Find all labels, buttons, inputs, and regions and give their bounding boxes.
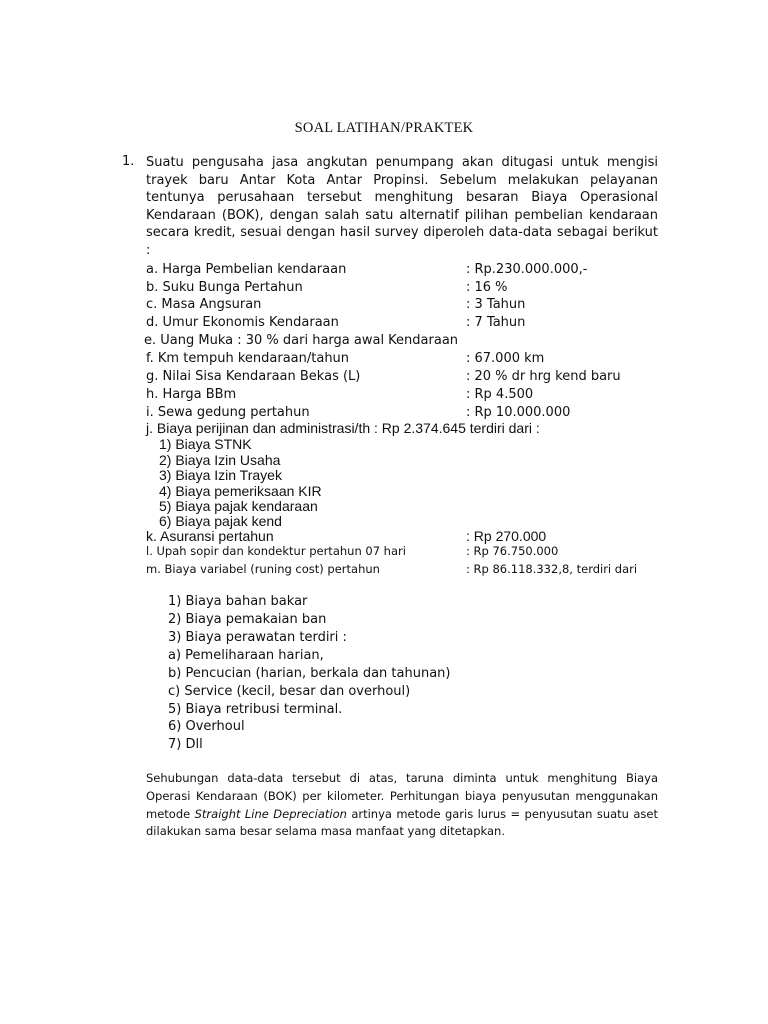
item-label: k. Asuransi pertahun	[146, 528, 274, 544]
item-value: : 20 % dr hrg kend baru	[466, 369, 621, 384]
item-label: g. Nilai Sisa Kendaraan Bekas (L)	[146, 369, 361, 384]
item-label: a. Harga Pembelian kendaraan	[146, 262, 347, 277]
question-number: 1.	[122, 154, 135, 169]
item-value: : 67.000 km	[466, 351, 545, 366]
item-label: e. Uang Muka : 30 % dari harga awal Kendaraan	[144, 333, 459, 348]
item-label: l. Upah sopir dan kondektur pertahun 07 hari	[146, 544, 406, 558]
item-label: b. Suku Bunga Pertahun	[146, 280, 303, 295]
item-value: : Rp.230.000.000,-	[466, 262, 588, 277]
closing-paragraph: Sehubungan data-data tersebut di atas, taruna diminta untuk menghitung Biaya Operasi Kendaraan (BOK) per kilometer. Perhitungan biaya penyusutan menggunakan metode Straight Line Depreciation artinya metode garis lurus = penyusutan suatu aset dilakukan sama besar selama masa manfaat yang ditetapkan.	[146, 771, 658, 839]
item-label: d. Umur Ekonomis Kendaraan	[146, 315, 339, 330]
item-value: : 16 %	[466, 280, 508, 295]
document-page: SOAL LATIHAN/PRAKTEK 1. Suatu pengusaha jasa angkutan penumpang akan ditugasi untuk mengisi trayek baru Antar Kota Antar Propinsi. Sebelum melakukan pelayanan tentunya perusahaan tersebut menghitung besaran Biaya Operasional Kendaraan (BOK), dengan salah satu alternatif pilihan pembelian kendaraan secara kredit, sesuai dengan hasil survey diperoleh data-data sebagai berikut : a. Harga Pembelian kendaraan : Rp.230.000.000,- b. Suku Bunga Pertahun : 16 % c. Masa Angsuran : 3 Tahun d. Umur Ekonomis Kendaraan : 7 Tahun e. Uang Muka : 30 % dari harga awal Kendaraan f. Km tempuh kendaraan/tahun : 67.000 km g. Nilai Sisa Kendaraan Bekas (L) : 20 % dr hrg kend baru h. Harga BBm : Rp 4.500 i. Sewa gedung pertahun : Rp 10.000.000 j. Biaya perijinan dan administrasi/th : Rp 2.374.645 terdiri dari : 1) Biaya STNK 2) Biaya Izin Usaha 3) Biaya Izin Trayek 4) Biaya pemeriksaan KIR 5) Biaya pajak kendaraan 6) Biaya pajak kend k. Asuransi pertahun : Rp 270.000 l. Upah sopir dan kondektur pertahun 07 hari : Rp 76.750.000 m. Biaya variabel (runing cost) pertahun : Rp 86.118.332,8, terdiri dari 1) Biaya bahan bakar 2) Biaya pemakaian ban 3) Biaya perawatan terdiri : a) Pemeliharaan harian, b) Pencucian (harian, berkala dan tahunan) c) Service (kecil, besar dan overhoul) 5) Biaya retribusi terminal. 6) Overhoul 7) Dll Sehubungan data-data tersebut di atas, taruna diminta untuk menghitung Biaya Operasi Kendaraan (BOK) per kilometer. Perhitungan biaya penyusutan menggunakan metode Straight Line Depreciation artinya metode garis lurus = penyusutan suatu aset dilakukan sama besar selama masa manfaat yang ditetapkan.	[0, 0, 768, 1024]
item-value: : 3 Tahun	[466, 297, 526, 312]
item-label: m. Biaya variabel (runing cost) pertahun	[146, 562, 380, 576]
item-label: f. Km tempuh kendaraan/tahun	[146, 351, 350, 366]
item-label: c. Masa Angsuran	[146, 297, 262, 312]
question-intro: Suatu pengusaha jasa angkutan penumpang akan ditugasi untuk mengisi trayek baru Antar Kota Antar Propinsi. Sebelum melakukan pelayanan tentunya perusahaan tersebut menghitung besaran Biaya Operasional Kendaraan (BOK), dengan salah satu alternatif pilihan pembelian kendaraan secara kredit, sesuai dengan hasil survey diperoleh data-data sebagai berikut :	[146, 155, 658, 258]
item-value: : Rp 10.000.000	[466, 405, 571, 420]
item-value: : Rp 270.000	[466, 528, 547, 544]
document-title: SOAL LATIHAN/PRAKTEK	[294, 120, 474, 136]
item-label: i. Sewa gedung pertahun	[146, 405, 310, 420]
item-value: : 7 Tahun	[466, 315, 526, 330]
method-term: Straight Line Depreciation	[194, 806, 347, 821]
item-value: : Rp 76.750.000	[466, 544, 559, 558]
item-value: : Rp 4.500	[466, 387, 534, 402]
item-value: : Rp 86.118.332,8, terdiri dari	[466, 562, 638, 576]
item-label: j. Biaya perijinan dan administrasi/th : Rp 2.374.645 terdiri dari :	[146, 420, 540, 436]
item-label: h. Harga BBm	[146, 387, 237, 402]
